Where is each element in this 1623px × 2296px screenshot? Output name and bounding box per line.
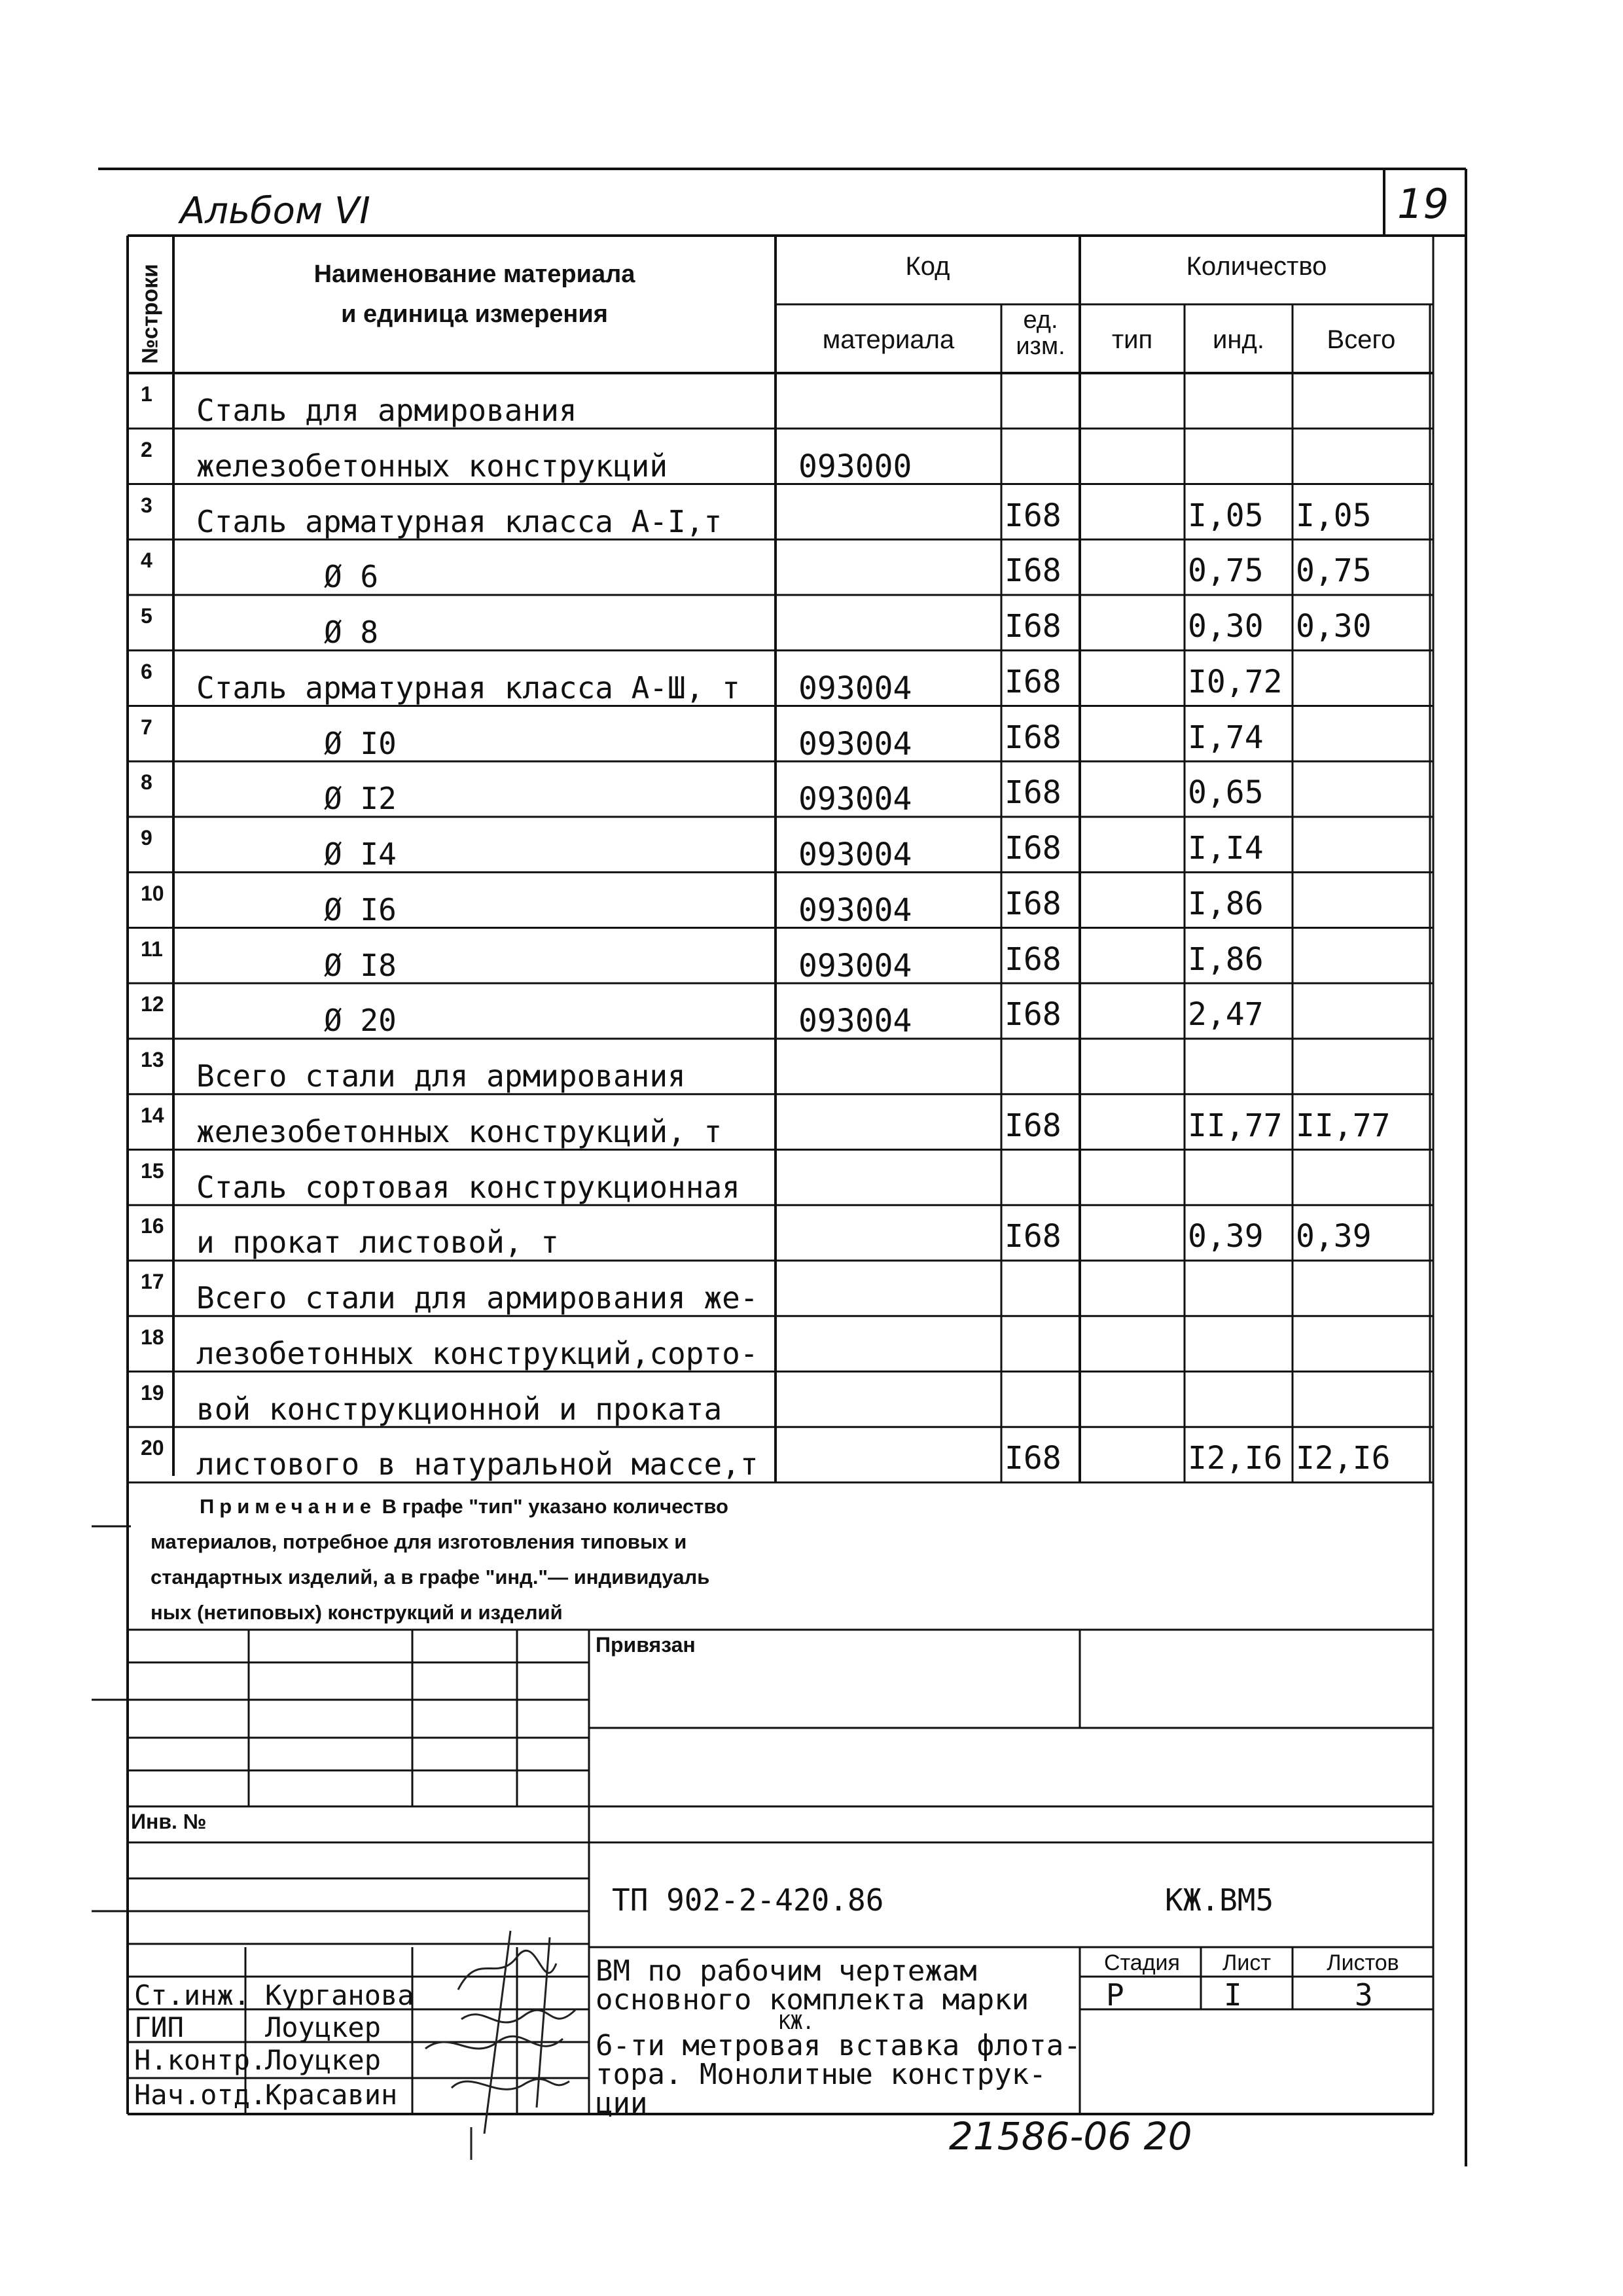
stage-value: Р bbox=[1106, 1977, 1124, 2013]
doc-title-line1: ВМ по рабочим чертежам bbox=[596, 1954, 977, 1988]
material-name: железобетонных конструкций bbox=[196, 448, 668, 484]
row-number: 10 bbox=[141, 881, 164, 905]
col-code: Код bbox=[905, 252, 950, 281]
unit-code: I68 bbox=[1005, 996, 1061, 1033]
sign-name: Красавин bbox=[265, 2079, 398, 2111]
material-code: 093004 bbox=[798, 1003, 912, 1040]
row-number: 17 bbox=[141, 1270, 164, 1293]
total-quantity: 0,30 bbox=[1296, 608, 1372, 645]
sign-role: Ст.инж. bbox=[134, 1979, 251, 2011]
row-number: 9 bbox=[141, 826, 152, 850]
material-name: Ø 8 bbox=[324, 615, 379, 650]
row-number: 3 bbox=[141, 493, 152, 517]
row-number: 14 bbox=[141, 1103, 164, 1127]
project-code-text: ТП 902-2-420.86 bbox=[612, 1882, 884, 1918]
doc-title-line6: ции bbox=[596, 2087, 648, 2120]
unit-code: I68 bbox=[1005, 663, 1061, 700]
row-number: 12 bbox=[141, 992, 164, 1016]
ind-quantity: 0,65 bbox=[1188, 774, 1264, 812]
note-line2: материалов, потребное для изготовления типовых и bbox=[151, 1530, 687, 1553]
note-line4: ных (нетиповых) конструкций и изделий bbox=[151, 1601, 563, 1624]
material-code: 093004 bbox=[798, 836, 912, 873]
ind-quantity: 0,30 bbox=[1188, 608, 1264, 645]
unit-code: I68 bbox=[1005, 719, 1061, 756]
sheet-label: Лист bbox=[1222, 1950, 1271, 1975]
doc-title-line5: тора. Монолитные конструк- bbox=[596, 2058, 1046, 2091]
ind-quantity: I,86 bbox=[1188, 941, 1264, 978]
col-name bbox=[183, 259, 766, 331]
ind-quantity: I,86 bbox=[1188, 885, 1264, 922]
doc-title-line4: 6-ти метровая вставка флота- bbox=[596, 2029, 1081, 2062]
unit-code: I68 bbox=[1005, 1107, 1061, 1144]
sign-role: Нач.отд. bbox=[134, 2079, 267, 2111]
unit-code: I68 bbox=[1005, 830, 1061, 867]
material-name: Ø 6 bbox=[324, 559, 379, 595]
unit-code: I68 bbox=[1005, 608, 1061, 645]
note-line1: В графе "тип" указано количество bbox=[382, 1495, 728, 1518]
row-number: 5 bbox=[141, 604, 152, 628]
project-code bbox=[612, 1882, 884, 1918]
material-name: Ø I8 bbox=[324, 947, 397, 983]
row-number: 13 bbox=[141, 1048, 164, 1071]
material-name: железобетонных конструкций, т bbox=[196, 1113, 722, 1149]
album-title: Альбом VI bbox=[180, 190, 370, 232]
ind-quantity: 2,47 bbox=[1188, 996, 1264, 1033]
material-name: Ø I0 bbox=[324, 725, 397, 761]
archive-number: 21586-06 20 bbox=[949, 2114, 1192, 2159]
material-name: Ø I6 bbox=[324, 891, 397, 927]
sign-role: Н.контр. bbox=[134, 2044, 267, 2076]
unit-code: I68 bbox=[1005, 941, 1061, 978]
sign-name: Лоуцкер bbox=[265, 2011, 382, 2043]
col-type: тип bbox=[1111, 325, 1153, 354]
material-code: 093004 bbox=[798, 725, 912, 762]
ind-quantity: I,74 bbox=[1188, 719, 1264, 756]
doc-title-line2: основного комплекта марки bbox=[596, 1983, 1029, 2017]
material-code: 093004 bbox=[798, 670, 912, 707]
note-line3: стандартных изделий, а в графе "инд."— индивидуаль bbox=[151, 1566, 710, 1588]
attached-label: Привязан bbox=[596, 1633, 696, 1657]
row-number: 1 bbox=[141, 382, 152, 406]
material-name: вой конструкционной и проката bbox=[196, 1391, 722, 1427]
material-name: Сталь арматурная класса А-Ш, т bbox=[196, 670, 740, 706]
ind-quantity: I,I4 bbox=[1188, 830, 1264, 867]
material-code: 093004 bbox=[798, 781, 912, 818]
note-lead: Примечание bbox=[200, 1495, 376, 1518]
ind-quantity: II,77 bbox=[1188, 1107, 1283, 1144]
material-name: лезобетонных конструкций,сорто- bbox=[196, 1335, 758, 1371]
col-name-line2: и единица измерения bbox=[341, 300, 608, 329]
row-number: 6 bbox=[141, 659, 152, 683]
ind-quantity: I,05 bbox=[1188, 497, 1264, 534]
total-quantity: I,05 bbox=[1296, 497, 1372, 534]
row-number: 11 bbox=[141, 937, 163, 961]
row-number: 16 bbox=[141, 1214, 164, 1238]
col-unit-text: ед. изм. bbox=[1016, 306, 1065, 360]
col-material: материала bbox=[822, 325, 955, 354]
row-number: 19 bbox=[141, 1380, 164, 1405]
total-quantity: II,77 bbox=[1296, 1107, 1391, 1144]
total-quantity: 0,75 bbox=[1296, 552, 1372, 590]
ind-quantity: 0,75 bbox=[1188, 552, 1264, 590]
material-name: Сталь арматурная класса А-I,т bbox=[196, 503, 722, 539]
total-quantity: 0,39 bbox=[1296, 1218, 1372, 1255]
unit-code: I68 bbox=[1005, 552, 1061, 590]
col-ind: инд. bbox=[1213, 325, 1264, 354]
sign-name: Лоуцкер bbox=[265, 2044, 382, 2076]
signature-marks bbox=[425, 1931, 576, 2160]
row-number: 2 bbox=[141, 437, 152, 461]
row-number: 15 bbox=[141, 1158, 164, 1183]
col-name-line1: Наименование материала bbox=[313, 260, 635, 288]
unit-code: I68 bbox=[1005, 1440, 1061, 1477]
material-code: 093000 bbox=[798, 448, 912, 485]
material-name: Сталь сортовая конструкционная bbox=[196, 1169, 740, 1205]
row-number: 20 bbox=[141, 1436, 164, 1460]
material-name: Всего стали для армирования bbox=[196, 1058, 686, 1094]
row-number: 18 bbox=[141, 1325, 164, 1349]
row-number: 8 bbox=[141, 770, 152, 795]
sheets-label: Листов bbox=[1327, 1950, 1399, 1975]
row-number: 7 bbox=[141, 715, 152, 739]
ind-quantity: 0,39 bbox=[1188, 1218, 1264, 1255]
unit-code: I68 bbox=[1005, 1218, 1061, 1255]
sign-name: Курганова bbox=[265, 1979, 414, 2011]
material-name: и прокат листовой, т bbox=[196, 1225, 559, 1261]
doc-title-line3: КЖ. bbox=[779, 2011, 815, 2034]
material-name: Сталь для армирования bbox=[196, 393, 577, 428]
document-title bbox=[596, 1954, 1081, 2120]
col-total: Всего bbox=[1327, 325, 1396, 354]
sheets-value: 3 bbox=[1355, 1977, 1373, 2013]
col-unit bbox=[1001, 308, 1080, 360]
page-number: 19 bbox=[1397, 180, 1449, 228]
material-name: листового в натуральной массе,т bbox=[196, 1446, 758, 1482]
ind-quantity: I0,72 bbox=[1188, 663, 1283, 700]
col-row-number: №строки bbox=[137, 264, 163, 364]
material-code: 093004 bbox=[798, 891, 912, 929]
material-name: Ø 20 bbox=[324, 1003, 397, 1039]
material-name: Ø I2 bbox=[324, 781, 397, 817]
drawing-mark: КЖ.ВМ5 bbox=[1165, 1882, 1274, 1918]
row-number: 4 bbox=[141, 548, 152, 573]
material-name: Всего стали для армирования же- bbox=[196, 1280, 758, 1316]
unit-code: I68 bbox=[1005, 774, 1061, 812]
note-block bbox=[151, 1489, 1394, 1630]
stage-label: Стадия bbox=[1104, 1950, 1180, 1975]
material-name: Ø I4 bbox=[324, 836, 397, 872]
col-quantity: Количество bbox=[1186, 252, 1327, 281]
ind-quantity: I2,I6 bbox=[1188, 1440, 1283, 1477]
sheet-value: I bbox=[1224, 1977, 1242, 2013]
inventory-number-label: Инв. № bbox=[131, 1810, 207, 1833]
total-quantity: I2,I6 bbox=[1296, 1440, 1391, 1477]
unit-code: I68 bbox=[1005, 885, 1061, 922]
material-code: 093004 bbox=[798, 947, 912, 984]
sign-role: ГИП bbox=[134, 2011, 184, 2043]
unit-code: I68 bbox=[1005, 497, 1061, 534]
